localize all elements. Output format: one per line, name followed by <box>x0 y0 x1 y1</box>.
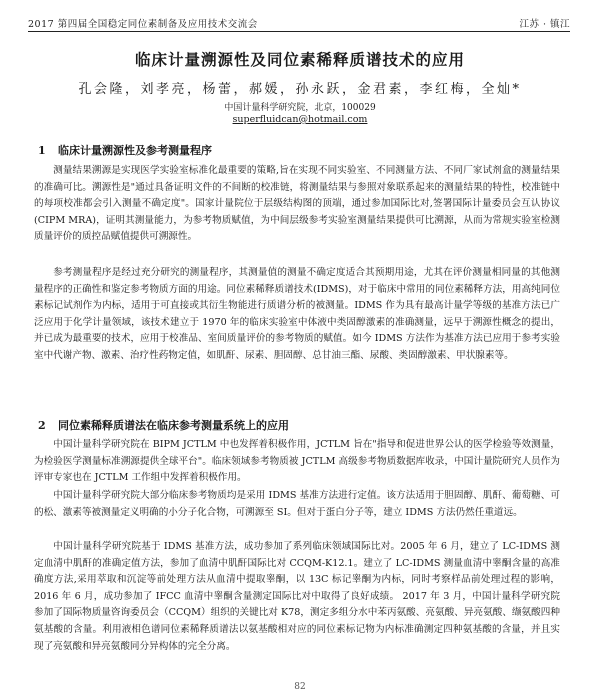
section-number: 2 <box>38 419 46 432</box>
section-heading-1 <box>38 142 212 158</box>
paragraph-3: 中国计量科学研究院在 BIPM JCTLM 中也发挥着积极作用，JCTLM 旨在"指导和促进世界公认的医学检验等效测量，为检验医学测量标准溯源提供全球平台"。临床领域参考物质被 JCTLM 高级参考物质数据库收录，中国计量院研究人员作为评审专家也在 JCTLM 工作组中发挥着积极作用。 <box>34 439 560 484</box>
paragraph-4: 中国计量科学研究院大部分临床参考物质均是采用 IDMS 基准方法进行定值。该方法适用于胆固醇、肌酐、葡萄糖、可的松、激素等被测量定义明确的小分子化合物，可溯源至 SI。但对于蛋白分子等，建立 IDMS 方法仍然任重道远。 <box>34 490 560 518</box>
affiliation: 中国计量科学研究院，北京，100029 <box>224 103 376 113</box>
section-heading-2 <box>38 417 289 433</box>
paragraph-1: 测量结果溯源是实现医学实验室标准化最重要的策略,旨在实现不同实验室、不同测量方法、不同厂家试剂盒的测量结果的准确可比。溯源性是"通过具备证明文件的不间断的校准链，将测量结果与参照对象联系起来的测量结果的特性，校准链中的每项校准都会引入测量不确定度"。国家计量院位于层级结构图的顶端，通过参加国际比对,签署国际计量委员会互认协议(CIPM MRA)，证明其测量能力，为参考物质赋值，为中间层级参考实验室测量结果提供可比溯源，从而为常规实验室检测质量评价的质控品赋值提供可溯源性。 <box>34 165 560 243</box>
paragraph-2: 参考测量程序是经过充分研究的测量程序，其测量值的测量不确定度适合其预期用途，尤其在评价测量相同量的其他测量程序的正确性和鉴定参考物质方面的用途。同位素稀释质谱技术(IDMS)，对于临床中常用的同位素稀释方法，用高纯同位素标记试剂作为内标，适用于可直接或其衍生物能进行质谱分析的被测量。IDMS 作为具有最高计量学等级的基准方法已广泛应用于化学计量领域，该技术建立于 1970 年的临床实验室中体液中类固醇激素的准确测量，远早于溯源性概念的提出，并已成为最重要的技术，应用于校准品、室间质量评价的参考物质的赋值。如今 IDMS 方法作为基准方法已应用于参考实验室中代谢产物、激素、治疗性药物定值，如肌酐、尿素、胆固醇、总甘油三酯、尿酸、类固醇激素、甲状腺素等。 <box>34 267 560 361</box>
header-rule <box>28 31 570 32</box>
email-link[interactable]: superfluidcan@hotmail.com <box>232 114 368 125</box>
author-list: 孔会隆，刘孝亮，杨蕾，郝媛，孙永跃，金君素，李红梅，全灿* <box>78 82 522 97</box>
header-conference: 2017 第四届全国稳定同位素制备及应用技术交流会 <box>28 19 258 30</box>
section-title: 同位素稀释质谱法在临床参考测量系统上的应用 <box>58 419 289 432</box>
section-title: 临床计量溯源性及参考测量程序 <box>58 144 212 157</box>
paper-title: 临床计量溯源性及同位素稀释质谱技术的应用 <box>134 50 465 69</box>
running-header <box>28 14 570 32</box>
paragraph-5: 中国计量科学研究院基于 IDMS 基准方法，成功参加了系列临床领域国际比对。2005 年 6 月，建立了 LC-IDMS 测定血清中肌酐的准确定值方法，参加了血清中肌酐国际比对 CCQM-K12.1。建立了 LC-IDMS 测量血清中睾酮含量的高准确度方法,采用萃取和沉淀等前处理方法从血清中提取睾酮，以 13C 标记睾酮为内标，同时考察样品前处理过程的影响，2016 年 6 月，成功参加了 IFCC 血清中睾酮含量测定国际比对中取得了良好成绩。 2017 年 3 月，中国计量科学研究院参加了国际物质量咨询委员会（CCQM）组织的关键比对 K78，测定多组分水中苯丙氨酸、亮氨酸、异亮氨酸、缬氨酸四种氨基酸的含量。利用液相色谱同位素稀释质谱法以氨基酸相对应的同位素标记物为内标准确测定四种氨基酸的含量，并且实现了亮氨酸和异亮氨酸同分异构体的完全分离。 <box>34 541 560 652</box>
header-location: 江苏 · 镇江 <box>519 19 570 30</box>
page-number: 82 <box>294 682 306 692</box>
section-number: 1 <box>38 144 46 157</box>
